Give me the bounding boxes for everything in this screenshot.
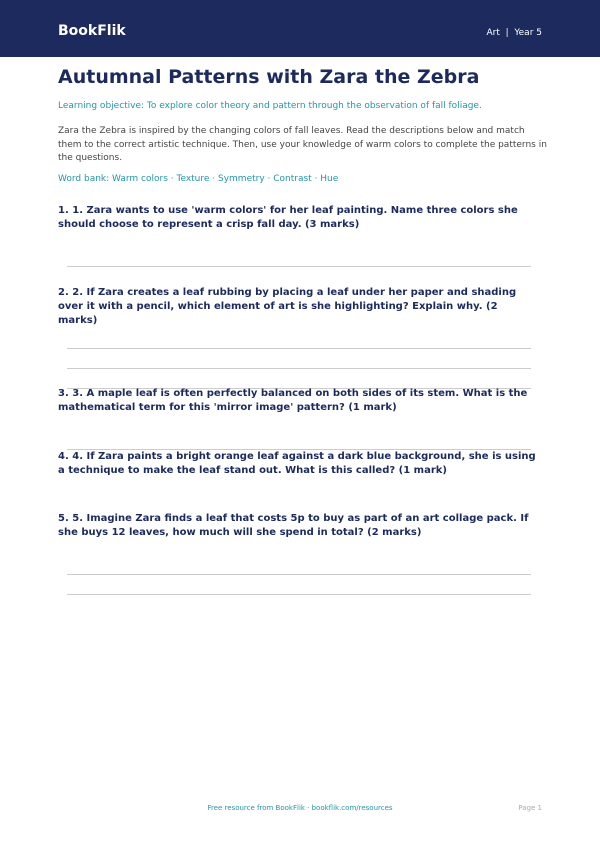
page-header: [0, 0, 600, 57]
subject-year-label: Art | Year 5: [486, 28, 542, 38]
word-bank: Word bank: Warm colors · Texture · Symmetry · Contrast · Hue: [58, 174, 339, 184]
learning-objective: Learning objective: To explore color theory and pattern through the observation of fall foliage.: [58, 101, 482, 111]
answer-line[interactable]: [67, 368, 531, 369]
brand-logo-text: BookFlik: [58, 23, 126, 39]
answer-line[interactable]: [67, 574, 531, 575]
page-number: Page 1: [518, 804, 542, 812]
intro-paragraph: Zara the Zebra is inspired by the changing colors of fall leaves. Read the descriptions below and match them to the correct artistic technique. Then, use your knowledge of warm colors to complete the patterns in the questions.: [58, 126, 547, 163]
question-5: 5. 5. Imagine Zara finds a leaf that costs 5p to buy as part of an art collage pack. If she buys 12 leaves, how much will she spend in total? (2 marks): [58, 513, 529, 538]
question-1: 1. 1. Zara wants to use 'warm colors' for her leaf painting. Name three colors she should choose to represent a crisp fall day. (3 marks): [58, 205, 518, 230]
worksheet-title: Autumnal Patterns with Zara the Zebra: [58, 66, 480, 88]
footer-credit: Free resource from BookFlik · bookflik.com/resources: [207, 804, 393, 812]
question-2: 2. 2. If Zara creates a leaf rubbing by placing a leaf under her paper and shading over it with a pencil, which element of art is she highlighting? Explain why. (2 marks): [58, 287, 517, 326]
answer-line[interactable]: [67, 266, 531, 267]
answer-line[interactable]: [67, 348, 531, 349]
question-4: 4. 4. If Zara paints a bright orange leaf against a dark blue background, she is using a technique to make the leaf stand out. What is this called? (1 mark): [58, 451, 536, 476]
answer-line[interactable]: [67, 594, 531, 595]
question-3: 3. 3. A maple leaf is often perfectly balanced on both sides of its stem. What is the mathematical term for this 'mirror image' pattern? (1 mark): [58, 388, 528, 413]
